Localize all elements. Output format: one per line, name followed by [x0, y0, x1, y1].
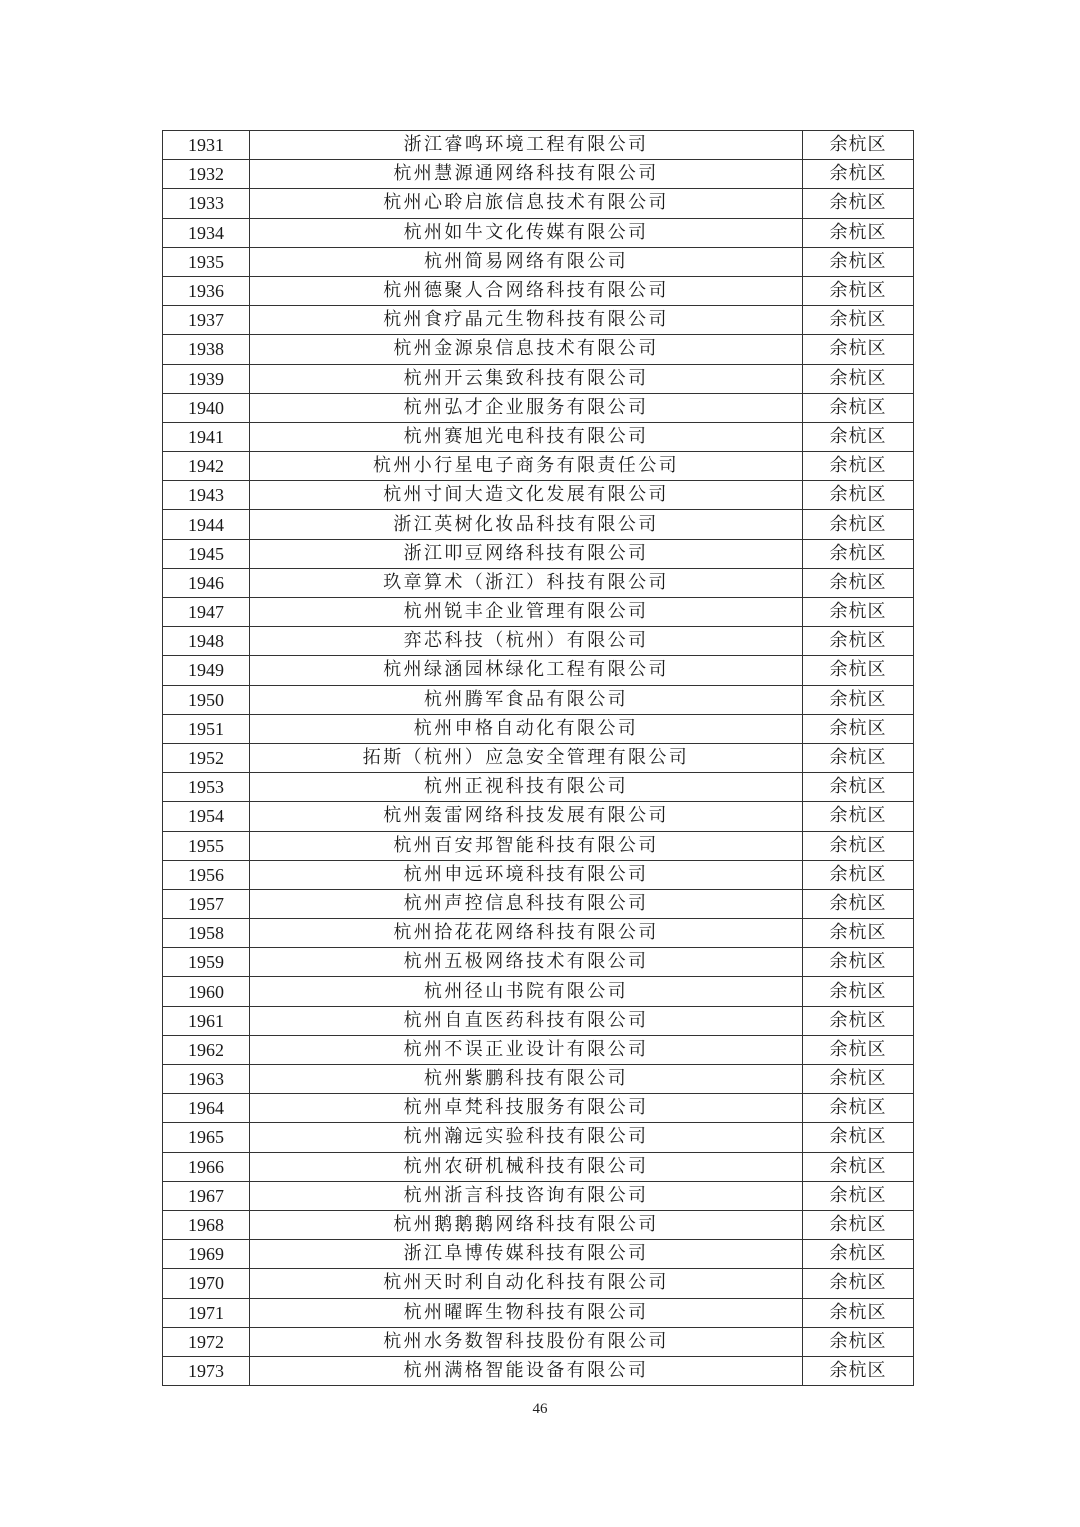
row-number-cell: 1959 [163, 948, 250, 977]
table-row [163, 919, 914, 948]
company-name-cell: 杭州满格智能设备有限公司 [250, 1356, 803, 1385]
company-name-cell: 杭州食疗晶元生物科技有限公司 [250, 306, 803, 335]
district-cell: 余杭区 [803, 131, 914, 160]
row-number-cell: 1965 [163, 1123, 250, 1152]
row-number-cell: 1953 [163, 773, 250, 802]
row-number-cell: 1971 [163, 1298, 250, 1327]
row-number-cell: 1939 [163, 364, 250, 393]
table-row [163, 306, 914, 335]
table-row [163, 1152, 914, 1181]
company-list-table [162, 130, 914, 1386]
district-cell: 余杭区 [803, 1356, 914, 1385]
table-row [163, 1123, 914, 1152]
table-row [163, 977, 914, 1006]
company-name-cell: 弈芯科技（杭州）有限公司 [250, 627, 803, 656]
table-row [163, 1269, 914, 1298]
row-number-cell: 1969 [163, 1240, 250, 1269]
row-number-cell: 1936 [163, 276, 250, 305]
district-cell: 余杭区 [803, 276, 914, 305]
district-cell: 余杭区 [803, 1065, 914, 1094]
table-row [163, 481, 914, 510]
district-cell: 余杭区 [803, 919, 914, 948]
table-row [163, 685, 914, 714]
district-cell: 余杭区 [803, 1006, 914, 1035]
district-cell: 余杭区 [803, 1181, 914, 1210]
district-cell: 余杭区 [803, 452, 914, 481]
table-row [163, 1210, 914, 1239]
row-number-cell: 1961 [163, 1006, 250, 1035]
district-cell: 余杭区 [803, 1327, 914, 1356]
row-number-cell: 1940 [163, 393, 250, 422]
company-name-cell: 杭州正视科技有限公司 [250, 773, 803, 802]
table-row [163, 1356, 914, 1385]
row-number-cell: 1943 [163, 481, 250, 510]
row-number-cell: 1951 [163, 714, 250, 743]
table-row [163, 714, 914, 743]
row-number-cell: 1934 [163, 218, 250, 247]
district-cell: 余杭区 [803, 1152, 914, 1181]
district-cell: 余杭区 [803, 831, 914, 860]
company-name-cell: 杭州心聆启旅信息技术有限公司 [250, 189, 803, 218]
row-number-cell: 1938 [163, 335, 250, 364]
district-cell: 余杭区 [803, 860, 914, 889]
company-name-cell: 杭州径山书院有限公司 [250, 977, 803, 1006]
district-cell: 余杭区 [803, 977, 914, 1006]
company-name-cell: 浙江英树化妆品科技有限公司 [250, 510, 803, 539]
company-name-cell: 浙江睿鸣环境工程有限公司 [250, 131, 803, 160]
row-number-cell: 1949 [163, 656, 250, 685]
district-cell: 余杭区 [803, 393, 914, 422]
company-name-cell: 杭州曜晖生物科技有限公司 [250, 1298, 803, 1327]
company-name-cell: 杭州申格自动化有限公司 [250, 714, 803, 743]
district-cell: 余杭区 [803, 889, 914, 918]
row-number-cell: 1964 [163, 1094, 250, 1123]
district-cell: 余杭区 [803, 685, 914, 714]
district-cell: 余杭区 [803, 1298, 914, 1327]
row-number-cell: 1960 [163, 977, 250, 1006]
table-row [163, 743, 914, 772]
district-cell: 余杭区 [803, 160, 914, 189]
table-row [163, 335, 914, 364]
district-cell: 余杭区 [803, 627, 914, 656]
row-number-cell: 1973 [163, 1356, 250, 1385]
company-list-table-container [162, 130, 912, 1386]
company-name-cell: 杭州开云集致科技有限公司 [250, 364, 803, 393]
company-name-cell: 杭州农研机械科技有限公司 [250, 1152, 803, 1181]
company-name-cell: 杭州轰雷网络科技发展有限公司 [250, 802, 803, 831]
company-name-cell: 杭州自直医药科技有限公司 [250, 1006, 803, 1035]
row-number-cell: 1952 [163, 743, 250, 772]
table-row [163, 1065, 914, 1094]
company-name-cell: 杭州天时利自动化科技有限公司 [250, 1269, 803, 1298]
district-cell: 余杭区 [803, 189, 914, 218]
district-cell: 余杭区 [803, 714, 914, 743]
district-cell: 余杭区 [803, 481, 914, 510]
company-name-cell: 杭州卓梵科技服务有限公司 [250, 1094, 803, 1123]
table-row [163, 510, 914, 539]
table-row [163, 247, 914, 276]
company-name-cell: 拓斯（杭州）应急安全管理有限公司 [250, 743, 803, 772]
district-cell: 余杭区 [803, 568, 914, 597]
table-row [163, 656, 914, 685]
company-name-cell: 杭州紫鹏科技有限公司 [250, 1065, 803, 1094]
company-name-cell: 杭州德聚人合网络科技有限公司 [250, 276, 803, 305]
company-name-cell: 浙江叩豆网络科技有限公司 [250, 539, 803, 568]
company-name-cell: 杭州拾花花网络科技有限公司 [250, 919, 803, 948]
row-number-cell: 1941 [163, 422, 250, 451]
company-name-cell: 杭州瀚远实验科技有限公司 [250, 1123, 803, 1152]
table-row [163, 218, 914, 247]
company-name-cell: 杭州小行星电子商务有限责任公司 [250, 452, 803, 481]
district-cell: 余杭区 [803, 510, 914, 539]
company-name-cell: 杭州绿涵园林绿化工程有限公司 [250, 656, 803, 685]
table-row [163, 860, 914, 889]
district-cell: 余杭区 [803, 364, 914, 393]
district-cell: 余杭区 [803, 335, 914, 364]
district-cell: 余杭区 [803, 1094, 914, 1123]
table-row [163, 1240, 914, 1269]
row-number-cell: 1950 [163, 685, 250, 714]
row-number-cell: 1945 [163, 539, 250, 568]
row-number-cell: 1956 [163, 860, 250, 889]
district-cell: 余杭区 [803, 539, 914, 568]
table-row [163, 364, 914, 393]
row-number-cell: 1970 [163, 1269, 250, 1298]
district-cell: 余杭区 [803, 656, 914, 685]
company-name-cell: 杭州申远环境科技有限公司 [250, 860, 803, 889]
table-row [163, 393, 914, 422]
row-number-cell: 1967 [163, 1181, 250, 1210]
company-name-cell: 浙江阜博传媒科技有限公司 [250, 1240, 803, 1269]
district-cell: 余杭区 [803, 598, 914, 627]
company-name-cell: 杭州水务数智科技股份有限公司 [250, 1327, 803, 1356]
table-row [163, 831, 914, 860]
table-row [163, 452, 914, 481]
table-row [163, 948, 914, 977]
district-cell: 余杭区 [803, 1269, 914, 1298]
table-row [163, 889, 914, 918]
row-number-cell: 1957 [163, 889, 250, 918]
row-number-cell: 1958 [163, 919, 250, 948]
row-number-cell: 1966 [163, 1152, 250, 1181]
district-cell: 余杭区 [803, 247, 914, 276]
table-row [163, 1006, 914, 1035]
table-row [163, 568, 914, 597]
district-cell: 余杭区 [803, 1210, 914, 1239]
row-number-cell: 1968 [163, 1210, 250, 1239]
table-row [163, 189, 914, 218]
company-name-cell: 杭州不误正业设计有限公司 [250, 1035, 803, 1064]
table-row [163, 802, 914, 831]
district-cell: 余杭区 [803, 1240, 914, 1269]
table-row [163, 1298, 914, 1327]
table-row [163, 1327, 914, 1356]
district-cell: 余杭区 [803, 306, 914, 335]
company-name-cell: 杭州赛旭光电科技有限公司 [250, 422, 803, 451]
table-row [163, 276, 914, 305]
row-number-cell: 1944 [163, 510, 250, 539]
row-number-cell: 1946 [163, 568, 250, 597]
district-cell: 余杭区 [803, 1123, 914, 1152]
district-cell: 余杭区 [803, 948, 914, 977]
table-row [163, 1181, 914, 1210]
row-number-cell: 1962 [163, 1035, 250, 1064]
district-cell: 余杭区 [803, 422, 914, 451]
table-row [163, 773, 914, 802]
company-name-cell: 杭州五极网络技术有限公司 [250, 948, 803, 977]
row-number-cell: 1947 [163, 598, 250, 627]
row-number-cell: 1963 [163, 1065, 250, 1094]
district-cell: 余杭区 [803, 218, 914, 247]
company-name-cell: 杭州如牛文化传媒有限公司 [250, 218, 803, 247]
table-row [163, 131, 914, 160]
district-cell: 余杭区 [803, 802, 914, 831]
table-row [163, 539, 914, 568]
row-number-cell: 1933 [163, 189, 250, 218]
row-number-cell: 1942 [163, 452, 250, 481]
company-name-cell: 杭州浙言科技咨询有限公司 [250, 1181, 803, 1210]
table-row [163, 422, 914, 451]
table-body [163, 131, 914, 1386]
company-name-cell: 杭州锐丰企业管理有限公司 [250, 598, 803, 627]
page-number: 46 [532, 1401, 548, 1417]
row-number-cell: 1937 [163, 306, 250, 335]
company-name-cell: 杭州百安邦智能科技有限公司 [250, 831, 803, 860]
district-cell: 余杭区 [803, 743, 914, 772]
row-number-cell: 1954 [163, 802, 250, 831]
company-name-cell: 杭州弘才企业服务有限公司 [250, 393, 803, 422]
row-number-cell: 1932 [163, 160, 250, 189]
company-name-cell: 杭州鹅鹅鹅网络科技有限公司 [250, 1210, 803, 1239]
table-row [163, 1035, 914, 1064]
company-name-cell: 玖章算术（浙江）科技有限公司 [250, 568, 803, 597]
row-number-cell: 1955 [163, 831, 250, 860]
company-name-cell: 杭州寸间大造文化发展有限公司 [250, 481, 803, 510]
row-number-cell: 1931 [163, 131, 250, 160]
district-cell: 余杭区 [803, 1035, 914, 1064]
table-row [163, 160, 914, 189]
row-number-cell: 1972 [163, 1327, 250, 1356]
company-name-cell: 杭州金源泉信息技术有限公司 [250, 335, 803, 364]
table-row [163, 627, 914, 656]
company-name-cell: 杭州慧源通网络科技有限公司 [250, 160, 803, 189]
row-number-cell: 1948 [163, 627, 250, 656]
company-name-cell: 杭州腾军食品有限公司 [250, 685, 803, 714]
district-cell: 余杭区 [803, 773, 914, 802]
table-row [163, 598, 914, 627]
company-name-cell: 杭州声控信息科技有限公司 [250, 889, 803, 918]
table-row [163, 1094, 914, 1123]
row-number-cell: 1935 [163, 247, 250, 276]
company-name-cell: 杭州简易网络有限公司 [250, 247, 803, 276]
